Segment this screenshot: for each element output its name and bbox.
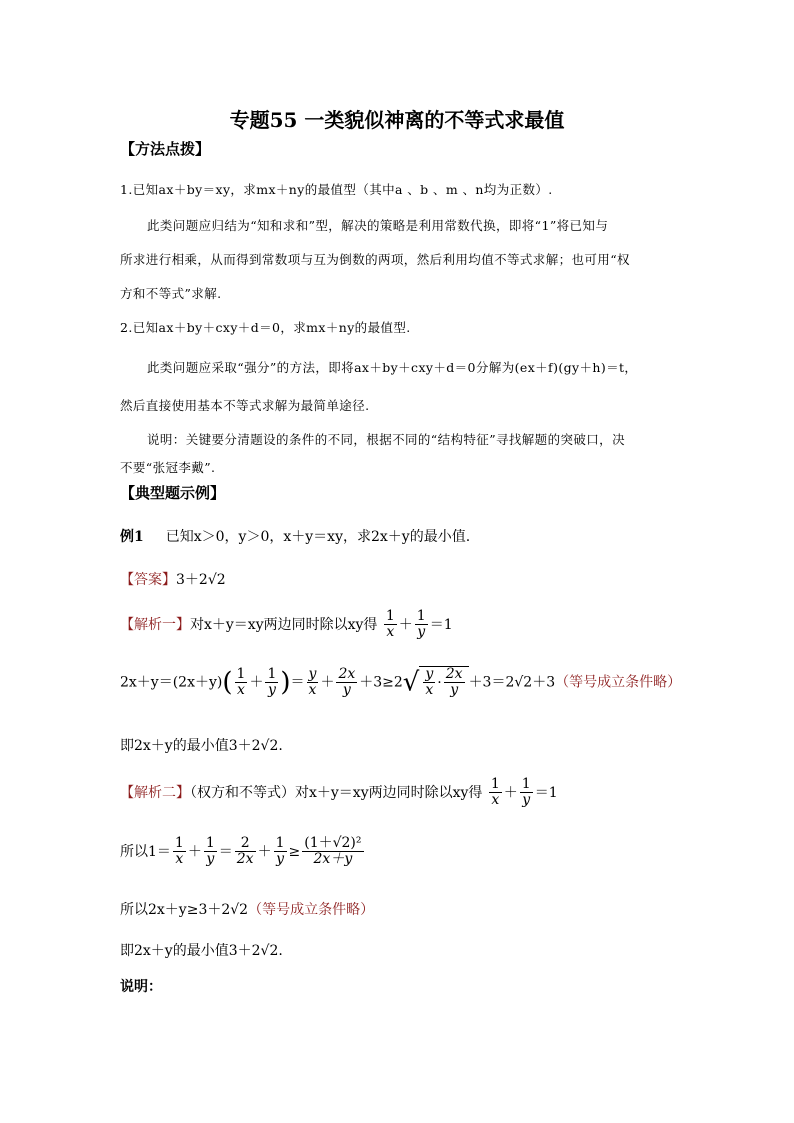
answer-tag: 【答案】 [120, 572, 176, 588]
fraction-1-over-x: $\frac{1}{x}$ [385, 608, 395, 641]
solution-2-eq: ＝1 [534, 784, 558, 801]
fraction-1-over-y: $\frac{1}{y}$ [521, 776, 531, 809]
eq-tail: ＋3＝2√2＋3 [468, 674, 556, 691]
fraction-1-over-x: $\frac{1}{x}$ [236, 665, 246, 698]
answer-line [120, 569, 226, 589]
method-paragraph-1-line-1: 此类问题应归结为“知和求和”型，解决的策略是利用常数代换，即将“1”将已知与 [147, 218, 609, 233]
method-paragraph-2-line-2: 然后直接使用基本不等式求解为最简单途径. [120, 398, 370, 413]
solution-1-eq: ＝1 [429, 616, 453, 633]
fraction-y-over-x: $\frac{y}{x}$ [308, 665, 317, 698]
eq-mid1: ＝ [290, 674, 305, 691]
fraction-2x-over-y: $\frac{2x}{y}$ [338, 665, 356, 698]
main-inequality: 2x＋y＝(2x＋y)( $\frac{1}{x}$ ＋ $\frac{1}{y}$ )＝ $\frac{y}{x}$ ＋ $\frac{2x}{y}$ ＋3≥2√ $\frac{y}{x}$ · $\frac{2x}{y}$ ＋3＝2√2＋3（等号成立条件略） [120, 665, 682, 699]
example-question: 已知x＞0，y＞0，x＋y＝xy，求2x＋y的最小值. [165, 529, 471, 545]
sqrt-sign-icon: √ [402, 667, 420, 698]
eq-plus: ＋ [320, 674, 335, 691]
fraction-1-over-y: $\frac{1}{y}$ [267, 665, 277, 698]
so2-text: 所以2x＋y≥3＋2√2 [120, 902, 249, 918]
fraction-1-over-y: $\frac{1}{y}$ [416, 608, 426, 641]
result-2: 即2x＋y的最小值3＋2√2. [120, 943, 283, 959]
solution-2-text: （权方和不等式）对x＋y＝xy两边同时除以xy得 [190, 784, 483, 801]
method-point-1: 1.已知ax＋by＝xy，求mx＋ny的最值型（其中a 、b 、m 、n均为正数）. [120, 182, 553, 197]
solution-2-tag: 【解析二】 [120, 784, 190, 801]
solution-2-line: 【解析二】（权方和不等式）对x＋y＝xy两边同时除以xy得 $\frac{1}{x}$ ＋ $\frac{1}{y}$ ＝1 [120, 776, 558, 809]
answer-value: 3＋2√2 [176, 572, 226, 588]
method-point-2: 2.已知ax＋by＋cxy＋d＝0，求mx＋ny的最值型. [120, 320, 411, 335]
page-title: 专题55 一类貌似神离的不等式求最值 [229, 108, 565, 132]
so1-prefix: 所以1＝ [120, 843, 171, 860]
explain-label: 说明： [120, 979, 162, 995]
method-paragraph-2-line-1: 此类问题应采取“强分”的方法，即将ax＋by＋cxy＋d＝0分解为(ex＋f)(gy＋h)＝t， [147, 360, 638, 375]
solution-1-tag: 【解析一】 [120, 616, 190, 633]
eq-mid2: ＋3≥2 [359, 674, 403, 691]
so2-note: （等号成立条件略） [248, 902, 375, 918]
method-paragraph-1-line-3: 方和不等式”求解. [120, 286, 222, 301]
solution-1-line: 【解析一】对x＋y＝xy两边同时除以xy得 $\frac{1}{x}$ ＋ $\frac{1}{y}$ ＝1 [120, 608, 453, 641]
example-1 [120, 526, 470, 546]
so2-line [120, 899, 374, 919]
fraction-1-over-x: $\frac{1}{x}$ [490, 776, 500, 809]
method-paragraph-1-line-2: 所求进行相乘，从而得到常数项与互为倒数的两项，然后利用均值不等式求解；也可用“权 [120, 252, 630, 267]
eq-note: （等号成立条件略） [555, 674, 682, 691]
note-line-2: 不要“张冠李戴”. [120, 460, 216, 475]
so1-eq: ＝ [218, 843, 233, 860]
power-mean-inequality: 所以1＝ $\frac{1}{x}$ ＋ $\frac{1}{y}$ ＝ $\frac{2}{2x}$ ＋ $\frac{1}{y}$ ≥ $\frac{\text{(1＋√2)²}}{2x+y}$ [120, 835, 362, 868]
solution-1-text: 对x＋y＝xy两边同时除以xy得 [190, 616, 378, 633]
fraction-power-mean: $\frac{\text{(1＋√2)²}}{2x+y}$ [304, 835, 362, 868]
example-label: 例1 [120, 529, 144, 545]
eq-lhs: 2x＋y＝(2x＋y) [120, 674, 223, 691]
note-line-1: 说明：关键要分清题设的条件的不同，根据不同的“结构特征”寻找解题的突破口，决 [147, 432, 625, 447]
section-heading-method: 【方法点拨】 [120, 140, 211, 158]
result-1: 即2x＋y的最小值3＋2√2. [120, 738, 283, 754]
so1-ge: ≥ [288, 843, 301, 860]
section-heading-examples: 【典型题示例】 [120, 484, 226, 502]
sqrt-radicand: $\frac{y}{x}$ · $\frac{2x}{y}$ [419, 666, 468, 699]
